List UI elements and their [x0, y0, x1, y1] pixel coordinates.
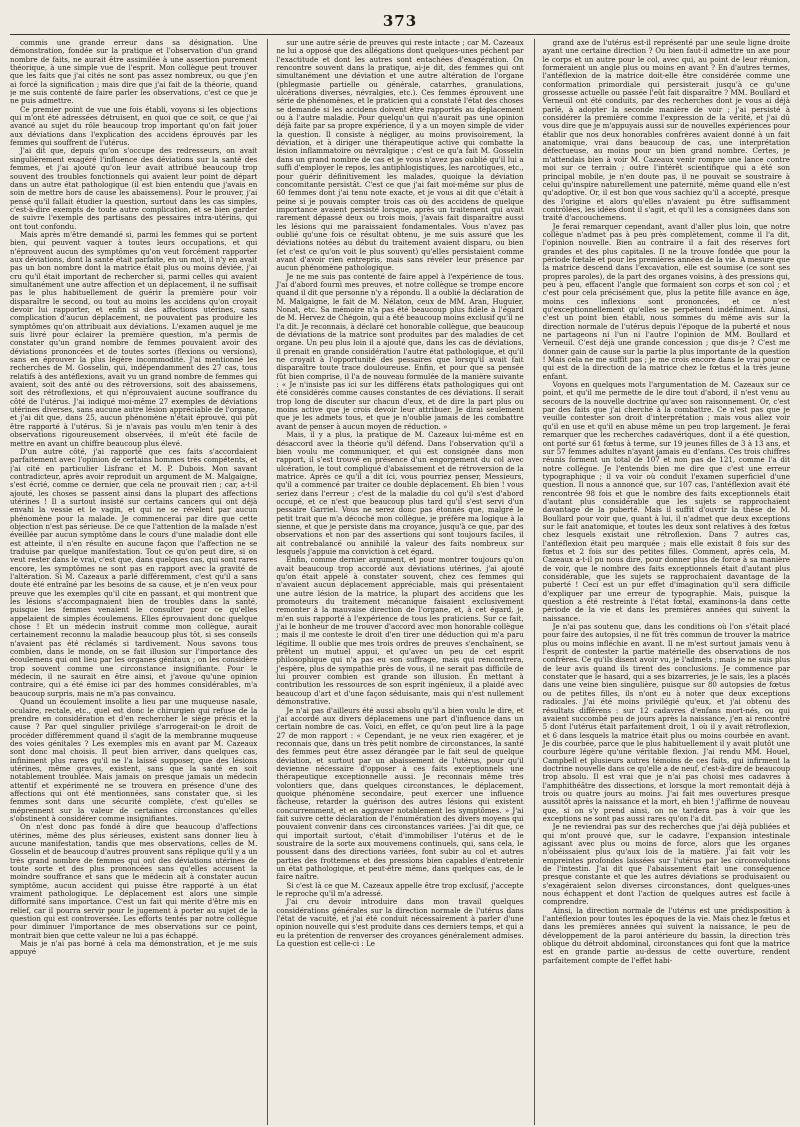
column-middle — [267, 39, 523, 1125]
paragraph: Ainsi, la direction normale de l'utérus est une prédisposition à l'antéflexion pour toutes les époques de la vie. Mais chez le fœtus et dans les premières années qui suivent la naissance, le peu de développement de la paroi antérieure du bassin, la direction très oblique du détroit abdominal, circonstances qui font que la matrice est en grande partie au-dessus de cette ouverture, rendent parfaitement compte de l'effet habi- — [542, 905, 790, 965]
page-number: 373 — [382, 12, 418, 30]
paragraph: commis une grande erreur dans sa désignation. Une démonstration, fondée sur la pratique et l'observation d'un grand nombre de faits, ne aurait être assimilée à une assertion purement théorique, à une simple vue de l'esprit. Mon collègue peut trouver que les faits que j'ai cités ne sont pas assez nombreux, ou que j'en ai forcé la signification ; mais dire que j'ai fait de la théorie, quand je me suis contenté de faire parler les observations, c'est ce que je ne puis admettre. — [10, 39, 258, 106]
paragraph: Quand un écoulement insolite a lieu par une muqueuse nasale, oculaire, rectale, etc., quel est donc le chirurgien qui refuse de la prendre en considération et d'en rechercher le siège précis et la cause ? Par quel singulier privilége s'arrogerait-on le droit de procéder différemment quand il s'agit de la membranne muqueuse des voies génitales ? Les exemples mis en avant par M. Cazeaux sont donc mal choisis. Il peut bien arriver, dans quelques cas, infiniment plus rares qu'il ne l'a laissé supposer, que des lésions utérines, même graves, existent, sans que la santé en soit notablement troublée. Mais jamais on presque jamais un médecin attentif et expérimenté ne se trouvera en présence d'une des affections qui ont été mentionnées, sans constater que, si les femmes sont dans une sécurité complète, c'est qu'elles se méprennent sur la valeur de certaines circonstances qu'elles s'obstinent à considérer comme insignifiantes. — [10, 697, 258, 823]
paragraph: Je n'ai pas d'ailleurs été aussi absolu qu'il a bien voulu le dire, et j'ai accordé aux divers déplacemens une part d'influence dans un certain nombre de cas. Voici, en effet, ce qu'on peut lire à la page 27 de mon rapport : « Cependant, je ne veux rien exagérer, et je reconnais que, dans un très petit nombre de circonstances, la santé des femmes peut être assez dérangée par le fait seul de quelque déviation, et surtout par un abaissement de l'utérus, pour qu'il devienne nécessaire d'opposer à ces faits exceptionnels une thérapeutique exceptionnelle aussi. Je reconnais même très volontiers que, dans quelques circonstances, le déplacement, quoique phénomène secondaire, peut exercer une influence fâcheuse, retarder la guérison des autres lésions qui existent concurremment, et en aggraver notablement les symptômes. » J'ai fait suivre cette déclaration de l'énumération des divers moyens qui pouvaient convenir dans ces circonstances variées. J'ai dit que, ce qui importait surtout, c'était d'immobiliser l'utérus et de le soustraire de la sorte aux mouvemens continuels, qui, sans cela, le poussent dans des directions variées, font subir au col et autres parties des frottemens et des pressions bien capables d'entretenir un état pathologique, et peut-être même, dans quelques cas, de le faire naître. — [276, 705, 524, 882]
column-left — [10, 39, 257, 1125]
paragraph: D'un autre côté, j'ai rapporté que ces faits s'accordaient parfaitement avec l'opinion de certains hommes très compétents, et j'ai cité en particulier Lisfranc et M. P. Dubois. Mon savant contradicteur, après avoir reproduit un argument de M. Malgaigne, s'est écrié, comme ce dernier, que cela ne prouvait rien ; car, a-t-il ajouté, les choses se passent ainsi dans la plupart des affections utérines ! Il a surtout insisté sur certains cancers qui ont déjà envahi la vessie et le vagin, et qui ne se révèlent par aucun phénomène pour la malade. Je commencerai par dire que cette objection n'est pas sérieuse. De ce que l'attention de la malade n'est éveillée par aucun symptôme dans le cours d'une maladie dont elle est atteinte, il n'en résulte en aucune façon que l'affection ne se traduise par quelque manifestation. Tout ce qu'on peut dire, si on veut rester dans le vrai, c'est que, dans quelques cas, qui sont rares encore, les symptômes ne sont pas en rapport avec la gravité de l'altération. Si M. Cazeaux a parlé différemment, c'est qu'il a sans doute été entraîné par les besoins de sa cause, et je n'en veux pour preuve que les exemples qu'il cite en passant, et qui montrent que les lésions s'accompagnaient bien de troubles dans la santé, puisque les femmes venaient le consulter pour ce qu'elles appelaient de simples écoulemens. Elles éprouvaient donc quelque chose ! Et un médecin instruit comme mon collègue, aurait certainement reconnu la maladie beaucoup plus tôt, si ses conseils n'avaient pas été réclamés si tardivement. Nous savons tous combien, dans le monde, on se fait illusion sur l'importance des écoulemens qui ont lieu par les organes génitaux ; on les considère trop souvent comme une circonstance insignifiante. Pour le médecin, il ne saurait en être ainsi, et j'avoue qu'une opinion contraire, qui a été émise ici par des hommes considérables, m'a beaucoup surpris, mais ne m'a pas convaincu. — [10, 446, 258, 698]
paragraph: Si c'est là ce que M. Cazeaux appelle être trop exclusif, j'accepte le reproche qu'il m'a adressé. — [276, 880, 524, 899]
paragraph: Mais je n'ai pas borné à cela ma démonstration, et je me suis appuyé — [10, 939, 258, 957]
paragraph: Enfin, comme dernier argument, et pour montrer toujours qu'on avait beaucoup trop accordé aux déviations utérines, j'ai ajouté qu'on était appelé à constater souvent, chez ces femmes qui n'avaient aucun déplacement appréciable, mais qui présentaient une autre lésion de la matrice, la plupart des accidens que les promoteurs du traitement mécanique faisaient exclusivement remonter à la mauvaise direction de l'organe, et, à cet égard, je m'en suis rapporté à l'expérience de tous les praticiens. Sur ce fait, j'ai le bonheur de me trouver d'accord avec mon honorable collègue ; mais il me conteste le droit d'en tirer une déduction qui m'a paru légitime. Il oublie que mes trois ordres de preuves s'enchaînent, se prêtent un mutuel appui, et qu'avec un peu de cet esprit philosophique qui n'a pas eu son suffrage, mais qui rencontrera, j'espère, plus de sympathie près de vous, il ne serait pas difficile de lui prouver combien est grande son illusion. En mettant à contribution les ressources de son esprit ingénieux, il a plaidé avec beaucoup d'art et d'une façon séduisante, mais qui n'est nullement démonstrative. — [276, 555, 524, 707]
paragraph: Mais après m'être demandé si, parmi les femmes qui se portent bien, qui peuvent vaquer à toutes leurs occupations, et qui n'éprouvent aucun des symptômes qu'on veut forcément rapporter aux déviations, dont la santé était parfaite, en un mot, il n'y en avait pas un bon nombre dont la matrice était plus ou moins déviée, j'ai cru qu'il était important de rechercher si, parmi celles qui avaient simultanément une autre affection et un déplacement, il ne suffisait pas le plus habituellement de guérir la première pour voir disparaître le second, ou tout au moins les accidens qu'on croyait devoir lui rapporter, et enfin si des affections utérines, sans complication d'aucun déplacement, ne pouvaient pas produire les symptômes qu'on attribuait aux déviations. L'examen auquel je me suis livré pour éclairer la première question, m'a permis de constater qu'un grand nombre de femmes pouvaient avoir des déviations prononcées et de toutes sortes (flexions ou versions), sans en éprouver la plus légère incommodité. J'ai mentionné les recherches de M. Gosselin, qui, indépendamment des 27 cas, tous relatifs à des antéflexions, avait vu un grand nombre de femmes qui avaient, soit des anté ou des rétroversions, soit des abaissemens, soit des rétroflexions, et qui n'éprouvaient aucune souffrance du côté de l'utérus. J'ai indiqué moi-même 27 exemples de déviations utérines diverses, sans aucune autre lésion appréciable de l'organe, et j'ai dit que, dans 25, aucun phénomène n'était éprouvé, qui pût être rapporté à l'utérus. Si je n'avais pas voulu m'en tenir à des observations rigoureusement observées, il m'eût été facile de mettre en avant un chiffre beaucoup plus élevé. — [10, 229, 258, 448]
paragraph: sur une autre série de preuves qui reste intacte ; car M. Cazeaux ne lui a opposé que des allégations dont quelques-unes péchent par l'exactitude et dont les autres sont entachées d'exagération. On rencontre souvent dans la pratique, ai-je dit, des femmes qui ont simultanément une déviation et une autre altération de l'organe (phlegmasie partielle ou générale, catarrhes, granulations, ulcérations diverses, névralgies, etc.). Ces femmes éprouvent une série de phénomènes, et le praticien qui a constaté l'état des choses se demande si les accidens doivent être rapportés au déplacement ou à l'autre maladie. Pour quelqu'un qui n'aurait pas une opinion déjà faite par sa propre expérience, il y a un moyen simple de vider la question. Il consiste à négliger, au moins provisoirement, la déviation, et à diriger une thérapeutique active qui combatte la lésion inflammatoire ou névralgique ; c'est ce qu'a fait M. Gosselin dans un grand nombre de cas et je vous n'avez pas oublié qu'il lui a suffi d'employer le repos, les antiphlogistiques, les narcotiques, etc., pour guérir définitivement les malades, quoique la déviation concomitante persistât. C'est ce que j'ai fait moi-même sur plus de 60 femmes dont j'ai tenu note exacte, et je vous ai dit que c'était à peine si je pouvais compter trois cas où des accidens de quelque importance avaient persisté lorsque, après un traitement qui avait rarement dépassé deux ou trois mois, j'avais fait disparaître aussi les lésions qui me paraissaient fondamentales. Vous n'avez pas oublié qu'une fois ce résultat obtenu, je me suis assuré que les déviations notées au début du traitement avaient disparu, ou bien (et c'est ce qu'on voit le plus souvent) qu'elles persistaient comme avant d'avoir rien entrepris, mais sans révéler leur présence par aucun phénomène pathologique. — [276, 39, 524, 273]
paragraph: Ce premier point de vue une fois établi, voyons si les objections qui m'ont été adressées détruisent, en quoi que ce soit, ce que j'ai avancé au sujet du rôle beaucoup trop important qu'on fait jouer aux déviations dans l'explication des accidens éprouvés par les femmes qui souffrent de l'utérus. — [10, 104, 258, 148]
paragraph: grand axe de l'utérus est-il représenté par une seule ligne droite ayant une certaine direction ? Ou bien faut-il admettre un axe pour le corps et un autre pour le col, avec qui, au point de leur réunion, formeraient un angle plus ou moins en avant ? En d'autres termes, l'antéflexion de la matrice doit-elle être considérée comme une conformation primordiale qui persisterait jusqu'à ce qu'une grossesse actuelle ou passée l'eût fait disparaître ? MM. Boullard et Verneuil ont été conduits, par des recherches dont je vous ai déjà parlé, à adopter la seconde manière de voir ; j'ai persisté à considérer la première comme l'expression de la vérité, et j'ai dû vous dire que je m'appuyais aussi sur de nouvelles expériences pour établir que nos deux honorables confrères avaient donné à un fait anatomique, vrai dans beaucoup de cas, une interprétation défectueuse, au moins pour un bien grand nombre. Certes, je m'attendais bien à voir M. Cazeaux venir rompre une lance contre moi sur ce terrain ; outre l'intérêt scientifique qui a été son principal mobile, je n'en doute pas, il ne pouvait se soustraire à celui qu'inspire naturellement une paternité, même quand elle n'est qu'adoptive. Or, il est bon que vous sachiez qu'il a accepté, presque des l'origine et alors qu'elles n'avaient pu être suffisamment contrôlées, les idées dont il s'agit, et qu'il les a consignées dans son traité d'accouchemens. — [542, 39, 790, 223]
paragraph: Je n'ai pas soutenu que, dans les conditions où l'on s'était placé pour faire des autopsies, il ne fût très commun de trouver la matrice plus ou moins infléchie en avant. Il ne m'est surtout jamais venu à l'esprit de contester la partie matérielle des observations de nos confrères. Ce qu'ils disent avoir vu, je l'admets ; mais je ne suis plus de leur avis quand ils tirent des conclusions. Je commence par constater que le hasard, qui a ses bizarreries, je le sais, les a placés dans une veine bien singulière, puisque sur 80 autopsies de fœtus ou de petites filles, ils n'ont eu à noter que deux exceptions radicales. J'ai été moins privilégié qu'eux, et j'ai obtenu des résultats différens : sur 12 cadavres d'enfans mort-nés, ou qui avaient succombé peu de jours après la naissance, j'en ai rencontré 5 dont l'utérus était parfaitement droit, 1 où il y avait rétroflexion, et 6 dans lesquels la matrice était plus ou moins courbée en avant. Je dis courbée, parce que le plus habituellement il y avait plutôt une courbure légère qu'une véritable flexion. J'ai rendu MM. Houel, Campbell et plusieurs autres témoins de ces faits, qui infirment la doctrine nouvelle dans ce qu'elle a de neuf, c'est-à-dire de beaucoup trop absolu. Il est vrai que je n'ai pas choisi mes cadavres à l'amphithéâtre des dissections, et lorsque la mort remontait déjà à trois ou quatre jours au moins. J'ai fait mes ouvertures presque aussitôt après la naissance et la mort, eh bien ! j'affirme de nouveau que, si on s'y prend ainsi, on ne tardera pas à voir que les exceptions ne sont pas aussi rares qu'on l'a dit. — [542, 622, 790, 823]
column-right — [534, 39, 790, 1125]
paragraph: Mais, il y a plus, la pratique de M. Cazeaux lui-même est en désaccord avec la théorie qu'il défend. Dans l'observation qu'il a bien voulu me communiquer, et qui est consignée dans mon rapport, il s'est trouvé en présence d'un engorgement du col avec ulcération, le tout compliqué d'abaissement et de rétroversion de la matrice. Après ce qu'il a dit ici, vous pourriez penser, Messieurs, qu'il a commencé par traiter ce double déplacement. Eh bien ! vous seriez dans l'erreur ; c'est de la maladie du col qu'il s'est d'abord occupé, et ce n'est que beaucoup plus tard qu'il s'est servi d'un pessaire Garriel. Vous ne serez donc pas étonnés que, malgré le petit trait que m'a décoché mon collègue, je préfère ma logique à la sienne, et que je persiste dans ma croyance, jusqu'à ce que, par des observations et non par des assertions qui sont toujours faciles, il ait contrebalancé ou annihilé la valeur des faits nombreux sur lesquels j'appuie ma conviction à cet égard. — [276, 430, 524, 556]
paragraph: Voyons en quelques mots l'argumentation de M. Cazeaux sur ce point, et qu'il me permette de le dire tout d'abord, il n'est venu au secours de la nouvelle doctrine qu'avec son raisonnement. Or, c'est par des faits que j'ai cherché à la combattre. Ce n'est pas que je veuille contester son droit d'interprétation ; mais vous allez voir qu'il en use et qu'il en abuse même un peu trop largement. Je ferai remarquer que les recherches cadavériques, dont il a été question, ont porté sur 61 fœtus à terme, sur 19 jeunes filles de 3 à 13 ans, et sur 57 femmes adultes n'ayant jamais eu d'enfans. Ces trois chiffres réunis forment un total de 107 et non pas de 121, comme l'a dit notre collègue. Je l'entends bien me dire que c'est une erreur typographique ; il va voir où conduit l'examen superficiel d'une question. Il nous a annoncé que, sur 107 cas, l'antéflexion avait été rencontrée 98 fois et que le nombre des faits exceptionnels était d'autant plus considérable que les sujets se rapprochaient davantage de la puberté. Mais il suffit d'ouvrir la thèse de M. Boullard pour voir que, quant à lui, il n'admet que deux exceptions sur le fait anatomique, et toutes les deux sont relatives à des fœtus chez lesquels existait une rétroflexion. Dans 7 autres cas, l'antéflexion était peu marquée ; mais elle existait 8 fois sur des fœtus et 2 fois sur des petites filles. Comment, après cela, M. Cazeaux a-t-il pu nous dire, pour donner plus de force à sa manière de voir, que le nombre des faits exceptionnels était d'autant plus considérable, que les sujets se rapprochaient davantage de la puberté ! Ceci est un pur effet d'imagination qu'il sera difficile d'expliquer par une erreur de typographie. Mais, puisque la question a été restreinte à l'état fœtal, examinons-la dans cette période de la vie et dans les premières années qui suivent la naissance. — [542, 380, 790, 623]
paragraph: Je ferai remarquer cependant, avant d'aller plus loin, que notre collègue n'admet pas à peu près complètement, comme il l'a dit, l'opinion nouvelle. Bien au contraire il a fait des réserves fort grandes et des plus capitales. Il ne la trouve fondée que pour la période fœtale et pour les premières années de la vie. A mesure que la matrice descend dans l'excavation, elle est soumise (ce sont ses propres paroles), de la part des organes voisins, à des pressions qui, peu à peu, effacent l'angle que formaient son corps et son col ; et c'est pour cela précisément que, plus la petite fille avance en âge, moins ces inflexions sont prononcées, et ce n'est qu'exceptionnellement qu'elles se perpétuent indéfiniment. Ainsi, c'est un point bien établi, nous sommes du même avis sur la direction normale de l'utérus depuis l'époque de la puberté et nous ne partageons ni l'un ni l'autre l'opinion de MM. Boullard et Verneuil. C'est déjà une grande concession ; que dis-je ? C'est me donner gain de cause sur la partie la plus importante de la question ! Mais cela ne me suffit pas ; je me crois encore dans le vrai pour ce qui est de la direction de la matrice chez le fœtus et la très jeune enfant. — [542, 221, 790, 381]
paragraph: J'ai cru devoir introduire dans mon travail quelques considérations générales sur la direction normale de l'utérus dans l'état de vacuité, et j'ai été conduit nécessairement à parler d'une opinion nouvelle qui s'est produite dans ces derniers temps, et qui a eu la prétention de renverser des croyances généralement admises. La question est celle-ci : Le — [276, 897, 524, 949]
text-columns — [10, 39, 790, 1125]
paragraph: J'ai dit que, depuis qu'on s'occupe des redresseurs, on avait singulièrement exagéré l'influence des déviations sur la santé des femmes, et j'ai ajouté qu'on leur avait attribué beaucoup trop souvent des troubles fonctionnels qui avaient leur point de départ dans un autre état pathologique (il est bien entendu que j'avais en soin de mettre hors de cause les abaissemens). Pour le prouver, j'ai pensé qu'il fallait étudier la question, surtout dans les cas simples, c'est-à-dire exempts de toute autre complication, et se bien garder de suivre l'exemple des partisans des pessaires intra-utérins, qui ont tout confondu. — [10, 146, 258, 231]
paragraph: Je ne me suis pas contenté de faire appel à l'expérience de tous. J'ai d'abord fourni mes preuves, et notre collègue se trompe encore quand il dit que personne n'y a répondu. Il a oublié la déclaration de M. Malgaigne, le fait de M. Nélaton, ceux de MM. Aran, Huguier, Nonat, etc. Sa mémoire n'a pas été beaucoup plus fidèle à l'égard de M. Hervez de Chégoin, qui a été beaucoup moins exclusif qu'il ne l'a dit. Je reconnais, à déclaré cet honorable collègue, que beaucoup de déviations de la matrice sont produites par des maladies de cet organe. Un peu plus loin il a ajouté que, dans les cas de déviations, il prenait en grande considération l'autre état pathologique, et qu'il ne croyait à l'opportunité des pessaires que lorsqu'il avait fait disparaître toute trace douloureuse. Enfin, et pour que sa pensée fût bien comprise, il l'a de nouveau formulée de la manière suivante : « Je n'insiste pas ici sur les différens états pathologiques qui ont été considérés comme causes constantes de ces déviations. Il serait trop long de discuter sur chacun d'eux, et de dire la part plus ou moins active que je crois devoir leur attribuer. Je dirai seulement que je les admets tous, et que je n'oublie jamais de les combattre avant de penser à aucun moyen de réduction. » — [276, 271, 524, 431]
paragraph: On n'est donc pas fondé à dire que beaucoup d'affections utérines, même des plus sérieuses, existent sans donner lieu à aucune manifestation, tandis que mes observations, celles de M. Gosselin et de beaucoup d'autres prouvent sans réplique qu'il y a un très grand nombre de femmes qui ont des déviations utérines de toute sorte et des plus prononcées sans qu'elles accusent la moindre souffrance et sans que le médecin ait à constater aucun symptôme, aucun accident qui puisse être rapporté à un état vraiment pathologique. Le déplacement est alors une simple difformité sans importance. C'est un fait qui mérite d'être mis en relief, car il pourra servir pour le jugement à porter au sujet de la question qui est controversée. Les efforts tentés par notre collègue pour diminuer l'importance de mes observations sur ce point, montrait bien que cette valeur ne lui a pas échappé. — [10, 822, 258, 940]
header-rule — [10, 34, 790, 35]
paragraph: Je ne reviendrai pas sur des recherches que j'ai déjà publiées et qui m'ont prouvé que, sur le cadavre, l'expansion intestinale agissant avec plus ou moins de force, alors que les organes n'obéissaient plus qu'aux lois de la matière. J'ai fait voir les empreintes profondes laissées sur l'utérus par les circonvolutions de l'intestin. J'ai dit que l'abaissement était une conséquence presque constante et que les autres déviations se produisaient ou s'exagéraient selon diverses circonstances, dont quelques-unes nous échappent et dont l'action de quelques autres est facile à comprendre. — [542, 822, 790, 907]
